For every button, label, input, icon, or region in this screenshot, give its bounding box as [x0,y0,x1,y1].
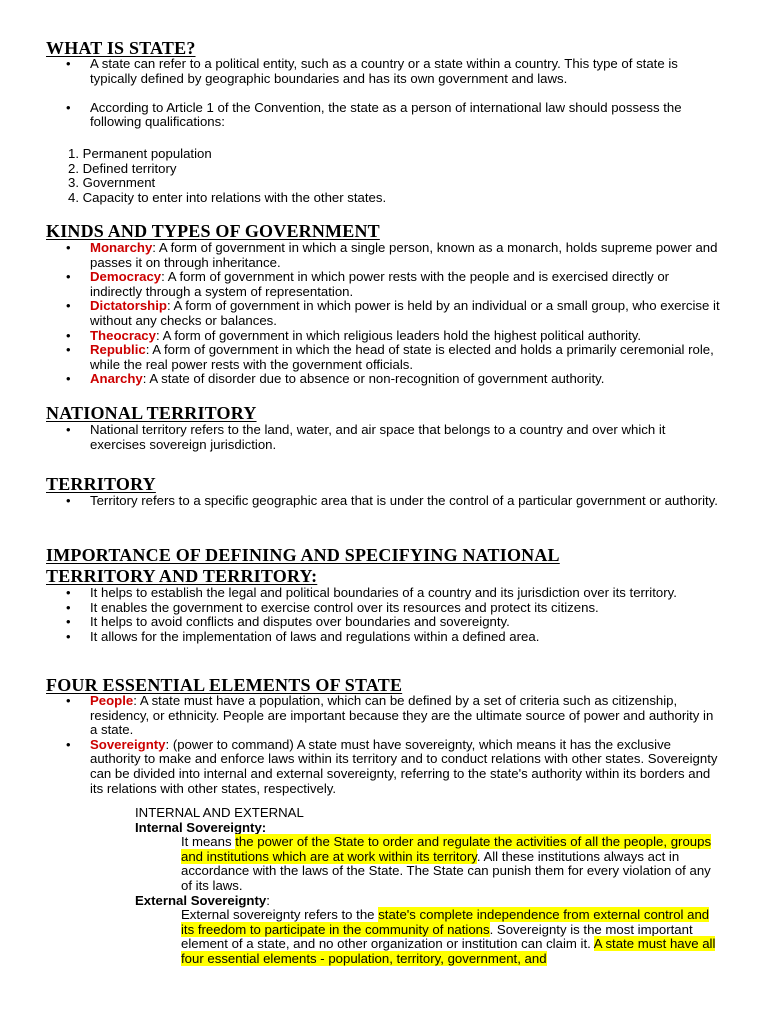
heading-national-territory: NATIONAL TERRITORY [46,403,257,423]
external-sovereignty-heading: External Sovereignty [135,892,267,908]
term-label: Democracy [90,269,162,285]
term-definition: : A state of disorder due to absence or non-recognition of government authority. [142,371,605,387]
internal-sovereignty-heading: Internal Sovereignty: [135,819,267,835]
list-item: • It helps to avoid conflicts and disputes over boundaries and sovereignty. [0,615,720,630]
text-run: . Sovereignty is the most important element of a state, and no other organization or institution can claim it. [181,921,693,952]
national-territory-list [0,423,768,452]
term-label: Sovereignty [90,736,166,752]
list-item [0,329,720,344]
external-sovereignty-heading-line [135,894,725,909]
heading-four-elements: FOUR ESSENTIAL ELEMENTS OF STATE [46,675,403,695]
qualifications-list [68,147,386,205]
importance-list [0,586,768,644]
list-item [0,694,720,738]
list-item: 2. Defined territory [68,160,177,176]
term-definition: : A form of government in which the head of state is elected and holds a primarily ceremonial role, while the real power rests with the government officials. [90,342,714,372]
text-run: It means [181,834,236,850]
heading-territory: TERRITORY [46,474,156,494]
list-item: • A state can refer to a political entity, such as a country or a state within a country. This type of state is typically defined by geographic boundaries and has its own government and laws. [0,57,720,86]
term-definition: : A form of government in which power rests with the people and is exercised directly or indirectly through a system of representation. [90,269,670,299]
sovereignty-label: INTERNAL AND EXTERNAL [135,805,304,820]
term-label: Republic [90,342,146,358]
list-item: • National territory refers to the land, water, and air space that belongs to a country and over which it exercises sovereign jurisdiction. [0,423,720,452]
state-bullet-list [0,57,768,130]
term-definition: : A state must have a population, which can be defined by a set of criteria such as citizenship, residency, or ethnicity. People are important because they are the ultimate source of power and authority in a state. [90,693,714,738]
list-item [0,372,720,387]
list-item [0,738,720,796]
sovereignty-detail [135,806,725,967]
territory-list [0,494,768,509]
term-definition: : (power to command) A state must have sovereignty, which means it has the exclusive authority to make and enforce laws within its territory and to conduct relations with other states. Sovereignty can be divided into internal and external sovereignty, referring to the state's authority within its borders and its relations with other states, respectively. [90,736,718,796]
heading-what-is-state: WHAT IS STATE? [46,38,196,58]
term-definition: : A form of government in which power is held by an individual or a small group, who exercise it without any checks or balances. [90,298,720,328]
text-run: : [266,892,270,908]
list-item: • Territory refers to a specific geographic area that is under the control of a particular government or authority. [0,494,720,509]
heading-importance-line2: TERRITORY AND TERRITORY: [46,566,318,586]
list-item [0,241,720,270]
elements-list [0,694,768,796]
term-label: Monarchy [90,240,153,255]
term-definition: : A form of government in which a single person, known as a monarch, holds supreme power and passes it on through inheritance. [90,240,718,270]
list-item: • It helps to establish the legal and political boundaries of a country and its jurisdiction over its territory. [0,586,720,601]
highlighted-text: the power of the State to order and regulate the activities of all the people, groups and institutions which are at work within its territory [181,834,712,864]
list-item: 4. Capacity to enter into relations with the other states. [68,189,387,205]
text-run: External sovereignty refers to the [181,907,379,923]
highlighted-text: state's complete independence from external control and its freedom to participate in the community of nations [181,907,710,937]
list-item: • It enables the government to exercise control over its resources and protect its citizens. [0,601,720,616]
list-item: • According to Article 1 of the Convention, the state as a person of international law should possess the following qualifications: [0,101,720,130]
list-item: 3. Government [68,175,156,191]
heading-importance-line1: IMPORTANCE OF DEFINING AND SPECIFYING NATIONAL [46,545,560,565]
list-item [0,299,720,328]
list-item [0,270,720,299]
term-label: Theocracy [90,327,156,343]
term-label: Dictatorship [90,298,167,314]
heading-kinds-of-government: KINDS AND TYPES OF GOVERNMENT [46,221,380,241]
list-item [0,343,720,372]
external-sovereignty-paragraph [135,908,725,966]
term-definition: : A form of government in which religious leaders hold the highest political authority. [155,327,642,343]
government-list [0,241,768,387]
term-label: Anarchy [90,371,143,387]
term-label: People [90,693,134,708]
list-item: • It allows for the implementation of laws and regulations within a defined area. [0,630,720,645]
text-run: . All these institutions always act in accordance with the laws of the State. The State can punish them for every violation of any of its laws. [181,848,711,893]
highlighted-text: A state must have all four essential elements - population, territory, government, and [181,936,716,966]
list-item: 1. Permanent population [68,146,212,161]
internal-sovereignty-paragraph [135,835,725,893]
